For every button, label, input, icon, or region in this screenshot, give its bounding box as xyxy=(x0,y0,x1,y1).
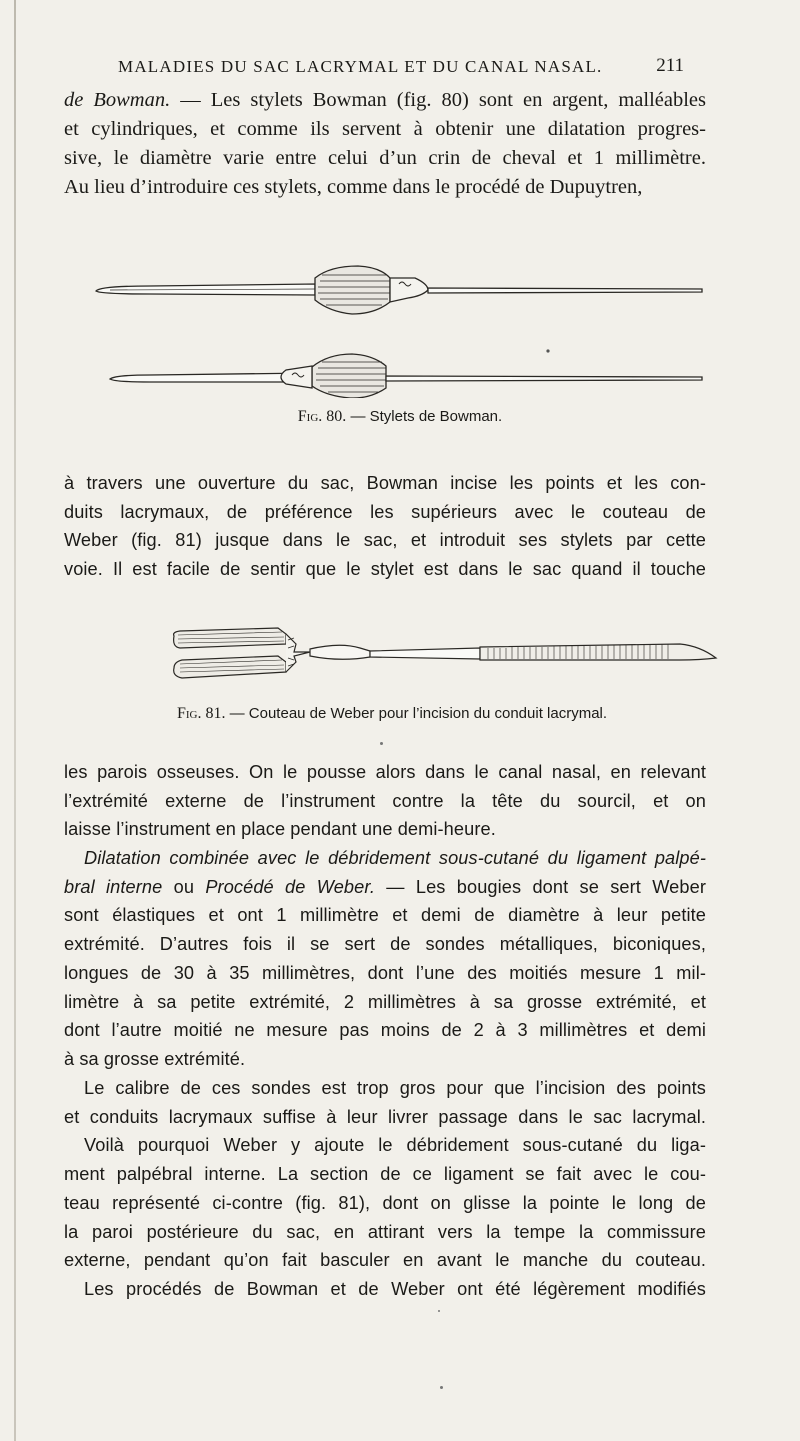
figure-80-stylets xyxy=(90,248,710,398)
text-line: l’extrémité externe de l’instrument contre la tête du sourcil, et on xyxy=(64,790,706,811)
paragraph-calibre-sondes xyxy=(64,1074,706,1304)
text-line: teau représenté ci-contre (fig. 81), dont on glisse la pointe le long de xyxy=(64,1192,706,1213)
text-fragment: — Les bougies dont se sert Weber xyxy=(375,876,706,897)
paragraph-bowman-stylets xyxy=(64,86,706,202)
figure-81-caption xyxy=(0,705,792,723)
section-lead-italic: de Bowman. xyxy=(64,89,171,111)
print-speck xyxy=(380,742,383,745)
paragraph-procede-weber xyxy=(64,844,706,1074)
text-line: Au lieu d’introduire ces stylets, comme dans le procédé de Dupuytren, xyxy=(64,176,643,198)
section-title-italic: bral interne xyxy=(64,876,163,897)
text-line: ment palpébral interne. La section de ce ligament se fait avec le cou- xyxy=(64,1164,706,1185)
text-line: Voilà pourquoi Weber y ajoute le débridement sous-cutané du liga- xyxy=(84,1135,706,1156)
text-line: laisse l’instrument en place pendant une demi-heure. xyxy=(64,819,496,840)
running-head: MALADIES DU SAC LACRYMAL ET DU CANAL NASAL. xyxy=(118,57,603,76)
print-speck xyxy=(440,1386,443,1389)
text-line: les parois osseuses. On le pousse alors dans le canal nasal, en relevant xyxy=(64,762,706,782)
figure-label: Fig. 80. xyxy=(297,408,347,425)
knife-icon xyxy=(174,628,716,678)
print-speck xyxy=(438,1310,440,1312)
text-line: dont l’autre moitié ne mesure pas moins de 2 à 3 millimètres et demi xyxy=(64,1020,706,1041)
paragraph-bowman-technique xyxy=(64,469,706,584)
text-line: et cylindriques, et comme ils servent à obtenir une dilatation progres- xyxy=(64,118,706,140)
paragraph-canal-nasal xyxy=(64,758,706,844)
text-line: Le calibre de ces sondes est trop gros pour que l’incision des points xyxy=(84,1078,706,1098)
text-line: sive, le diamètre varie entre celui d’un crin de cheval et 1 millimètre. xyxy=(64,147,706,169)
text-line: Weber (fig. 81) jusque dans le sac, et introduit ses stylets par cette xyxy=(64,530,706,551)
figure-81-weber-knife xyxy=(160,622,720,692)
section-title-italic: Dilatation combinée avec le débridement sous-cutané du ligament palpé- xyxy=(84,848,706,868)
text-line xyxy=(64,844,706,873)
text-fragment: ou xyxy=(162,876,206,897)
stylet-icon xyxy=(96,266,702,398)
figure-label: Fig. 81. xyxy=(176,705,226,722)
text-line xyxy=(64,873,706,902)
text-line: à travers une ouverture du sac, Bowman incise les points et les con- xyxy=(64,473,706,493)
text-line: et conduits lacrymaux suffise à leur livrer passage dans le sac lacrymal. xyxy=(64,1106,706,1127)
caption-text: — Couteau de Weber pour l’incision du conduit lacrymal. xyxy=(225,705,608,722)
text-line xyxy=(64,86,706,115)
text-fragment: — Les stylets Bowman (fig. 80) sont en argent, malléables xyxy=(170,89,706,111)
text-line: duits lacrymaux, de préférence les supérieurs avec le couteau de xyxy=(64,501,706,522)
text-line: longues de 30 à 35 millimètres, dont l’une des moitiés mesure 1 mil- xyxy=(64,962,706,983)
text-line: limètre à sa petite extrémité, 2 millimètres à sa grosse extrémité, et xyxy=(64,991,706,1012)
text-line: voie. Il est facile de sentir que le stylet est dans le sac quand il touche xyxy=(64,559,706,580)
text-line: extrémité. D’autres fois il se sert de sondes métalliques, biconiques, xyxy=(64,934,706,955)
text-line: Les procédés de Bowman et de Weber ont été légèrement modifiés xyxy=(84,1278,706,1299)
text-line: la paroi postérieure du sac, en attirant vers la tempe la commissure xyxy=(64,1221,706,1242)
figure-80-caption xyxy=(0,408,800,426)
text-line: à sa grosse extrémité. xyxy=(64,1048,246,1069)
text-line: sont élastiques et ont 1 millimètre et demi de diamètre à leur petite xyxy=(64,905,706,926)
page-number: 211 xyxy=(656,55,684,76)
caption-text: — Stylets de Bowman. xyxy=(346,408,503,425)
section-title-italic: Procédé de Weber. xyxy=(205,876,375,897)
text-line: externe, pendant qu’on fait basculer en avant le manche du couteau. xyxy=(64,1250,706,1271)
